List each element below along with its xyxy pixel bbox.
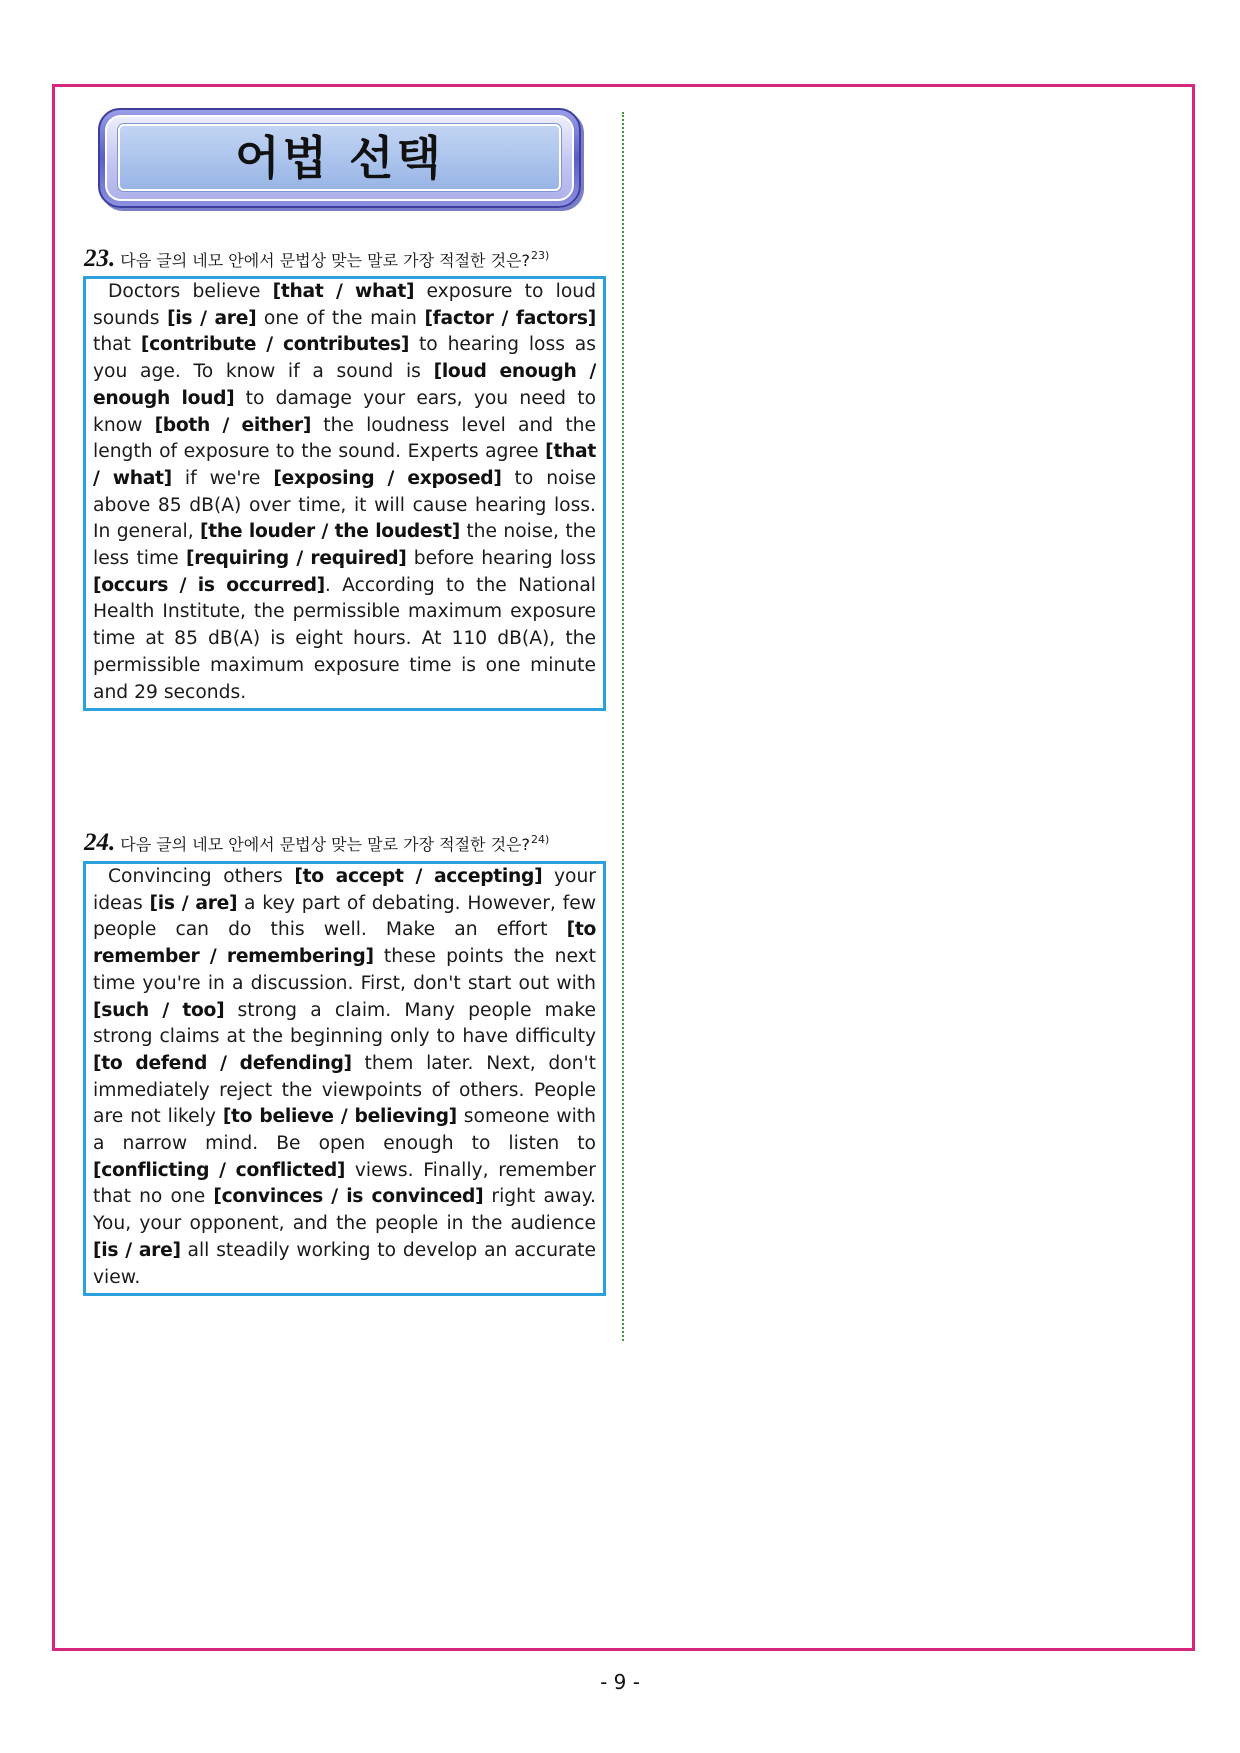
answer-choice: [requiring / required] (185, 548, 407, 570)
answer-choice: [to accept / accepting] (294, 866, 543, 887)
answer-choice: [is / are] (93, 1239, 181, 1261)
passage-text: exposure to loud sounds (93, 281, 596, 329)
passage-text: someone with a narrow mind. Be open enough to listen to (93, 1106, 596, 1155)
passage-text: all steadily working to develop an accurate view. (93, 1239, 596, 1288)
passage-text: that (93, 334, 141, 356)
question-prompt: 다음 글의 네모 안에서 문법상 맞는 말로 가장 적절한 것은? (120, 251, 531, 270)
passage-text: Doctors believe (108, 281, 273, 302)
answer-choice: [is / are] (149, 892, 238, 914)
title-banner-panel (118, 124, 561, 191)
passage-text: the loudness level and the length of exposure to the sound. Experts agree (93, 414, 596, 463)
section-title: 어법 선택 (235, 130, 444, 185)
answer-choice: [the louder / the loudest] (200, 521, 461, 543)
title-banner (98, 108, 581, 208)
answer-choice: [occurs / is occurred] (93, 574, 325, 596)
question-prompt: 다음 글의 네모 안에서 문법상 맞는 말로 가장 적절한 것은? (120, 835, 531, 854)
answer-choice: [to defend / defending] (93, 1052, 352, 1074)
passage-text: if we're (171, 467, 274, 489)
answer-choice: [that / what] (93, 441, 596, 489)
question-number: 23. (84, 245, 116, 272)
answer-choice: [factor / factors] (424, 307, 596, 329)
question-23-passage-box (83, 276, 606, 711)
question-24-passage-box (83, 861, 606, 1296)
passage-text: these points the next time you're in a discussion. First, don't start out with (93, 946, 596, 994)
passage-text: a key part of debating. However, few people can do this well. Make an effort (93, 892, 596, 941)
passage-text: to damage your ears, you need to know (93, 387, 596, 436)
answer-choice: [convinces / is convinced] (213, 1186, 484, 1208)
passage-text: one of the main (256, 307, 425, 329)
passage-text: . According to the National Health Institute, the permissible maximum exposure time at 85 dB(A) is eight hours. At 110 dB(A), the permissible maximum exposure time is one minute and 29 seconds. (93, 574, 596, 703)
answer-choice: [to believe / believing] (222, 1106, 457, 1128)
passage-text: Convincing others (108, 866, 295, 887)
answer-choice: [both / either] (154, 414, 312, 436)
page-number: - 9 - (600, 1670, 640, 1694)
answer-choice: [conflicting / conflicted] (93, 1159, 346, 1181)
question-24-header (84, 829, 549, 857)
answer-choice: [exposing / exposed] (273, 467, 502, 489)
passage-text: before hearing loss (406, 548, 597, 570)
footnote-ref: 23) (531, 249, 550, 262)
passage-text: strong a claim. Many people make strong claims at the beginning only to have difficulty (93, 999, 596, 1048)
answer-choice: [is / are] (167, 307, 257, 329)
passage-text: right away. You, your opponent, and the people in the audience (93, 1186, 596, 1235)
answer-choice: [contribute / contributes] (140, 334, 410, 356)
question-23-header (84, 245, 549, 273)
passage-text: the noise, the less time (93, 521, 596, 570)
answer-choice: [that / what] (272, 281, 415, 302)
passage-text: to hearing loss as you age. To know if a sound is (93, 334, 596, 383)
answer-choice: [such / too] (93, 999, 225, 1021)
passage-text: to noise above 85 dB(A) over time, it will cause hearing loss. In general, (93, 467, 596, 543)
passage-text: them later. Next, don't immediately reject the viewpoints of others. People are not likely (93, 1052, 596, 1128)
passage-text: your ideas (93, 866, 596, 914)
answer-choice: [to remember / remembering] (93, 919, 596, 968)
footnote-ref: 24) (531, 833, 550, 846)
column-divider (622, 112, 624, 1341)
question-number: 24. (84, 829, 116, 856)
answer-choice: [loud enough / enough loud] (93, 361, 596, 409)
passage-text: views. Finally, remember that no one (93, 1159, 596, 1208)
title-banner-band (105, 115, 574, 201)
